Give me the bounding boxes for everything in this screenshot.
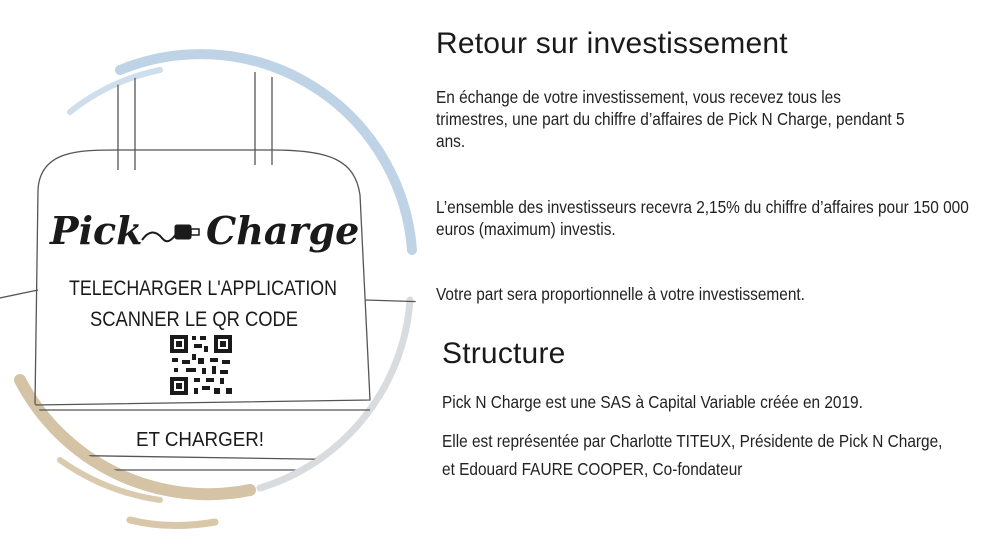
logo-pick: Pick <box>50 208 143 253</box>
section-title-return: Retour sur investissement <box>436 27 788 60</box>
return-paragraph-3: Votre part sera proportionnelle à votre investissement. <box>436 284 805 304</box>
content-column <box>436 0 992 555</box>
return-paragraph-1: En échange de votre investissement, vous recevez tous les trimestres, une part du chiffre d’affaires de Pick N Charge, pendant 5 ans. <box>436 87 905 151</box>
station-post-right <box>255 0 272 165</box>
station-text-charge: ET CHARGER! <box>136 429 264 451</box>
charging-station-illustration <box>0 0 420 555</box>
qr-code <box>170 335 232 395</box>
logo-charge: Charge <box>206 208 360 253</box>
structure-paragraph-2: Elle est représentée par Charlotte TITEUX, Présidente de Pick N Charge, et Edouard FAURE COOPER, Co-fondateur <box>442 431 943 479</box>
station-text-scan: SCANNER LE QR CODE <box>90 308 298 331</box>
section-title-structure: Structure <box>442 337 566 370</box>
plug-icon <box>142 225 199 241</box>
return-paragraph-2: L’ensemble des investisseurs recevra 2,15% du chiffre d’affaires pour 150 000 euros (maximum) investis. <box>436 197 969 239</box>
structure-paragraph-1: Pick N Charge est une SAS à Capital Variable créée en 2019. <box>442 392 863 412</box>
station-text-download: TELECHARGER L'APPLICATION <box>69 277 337 300</box>
